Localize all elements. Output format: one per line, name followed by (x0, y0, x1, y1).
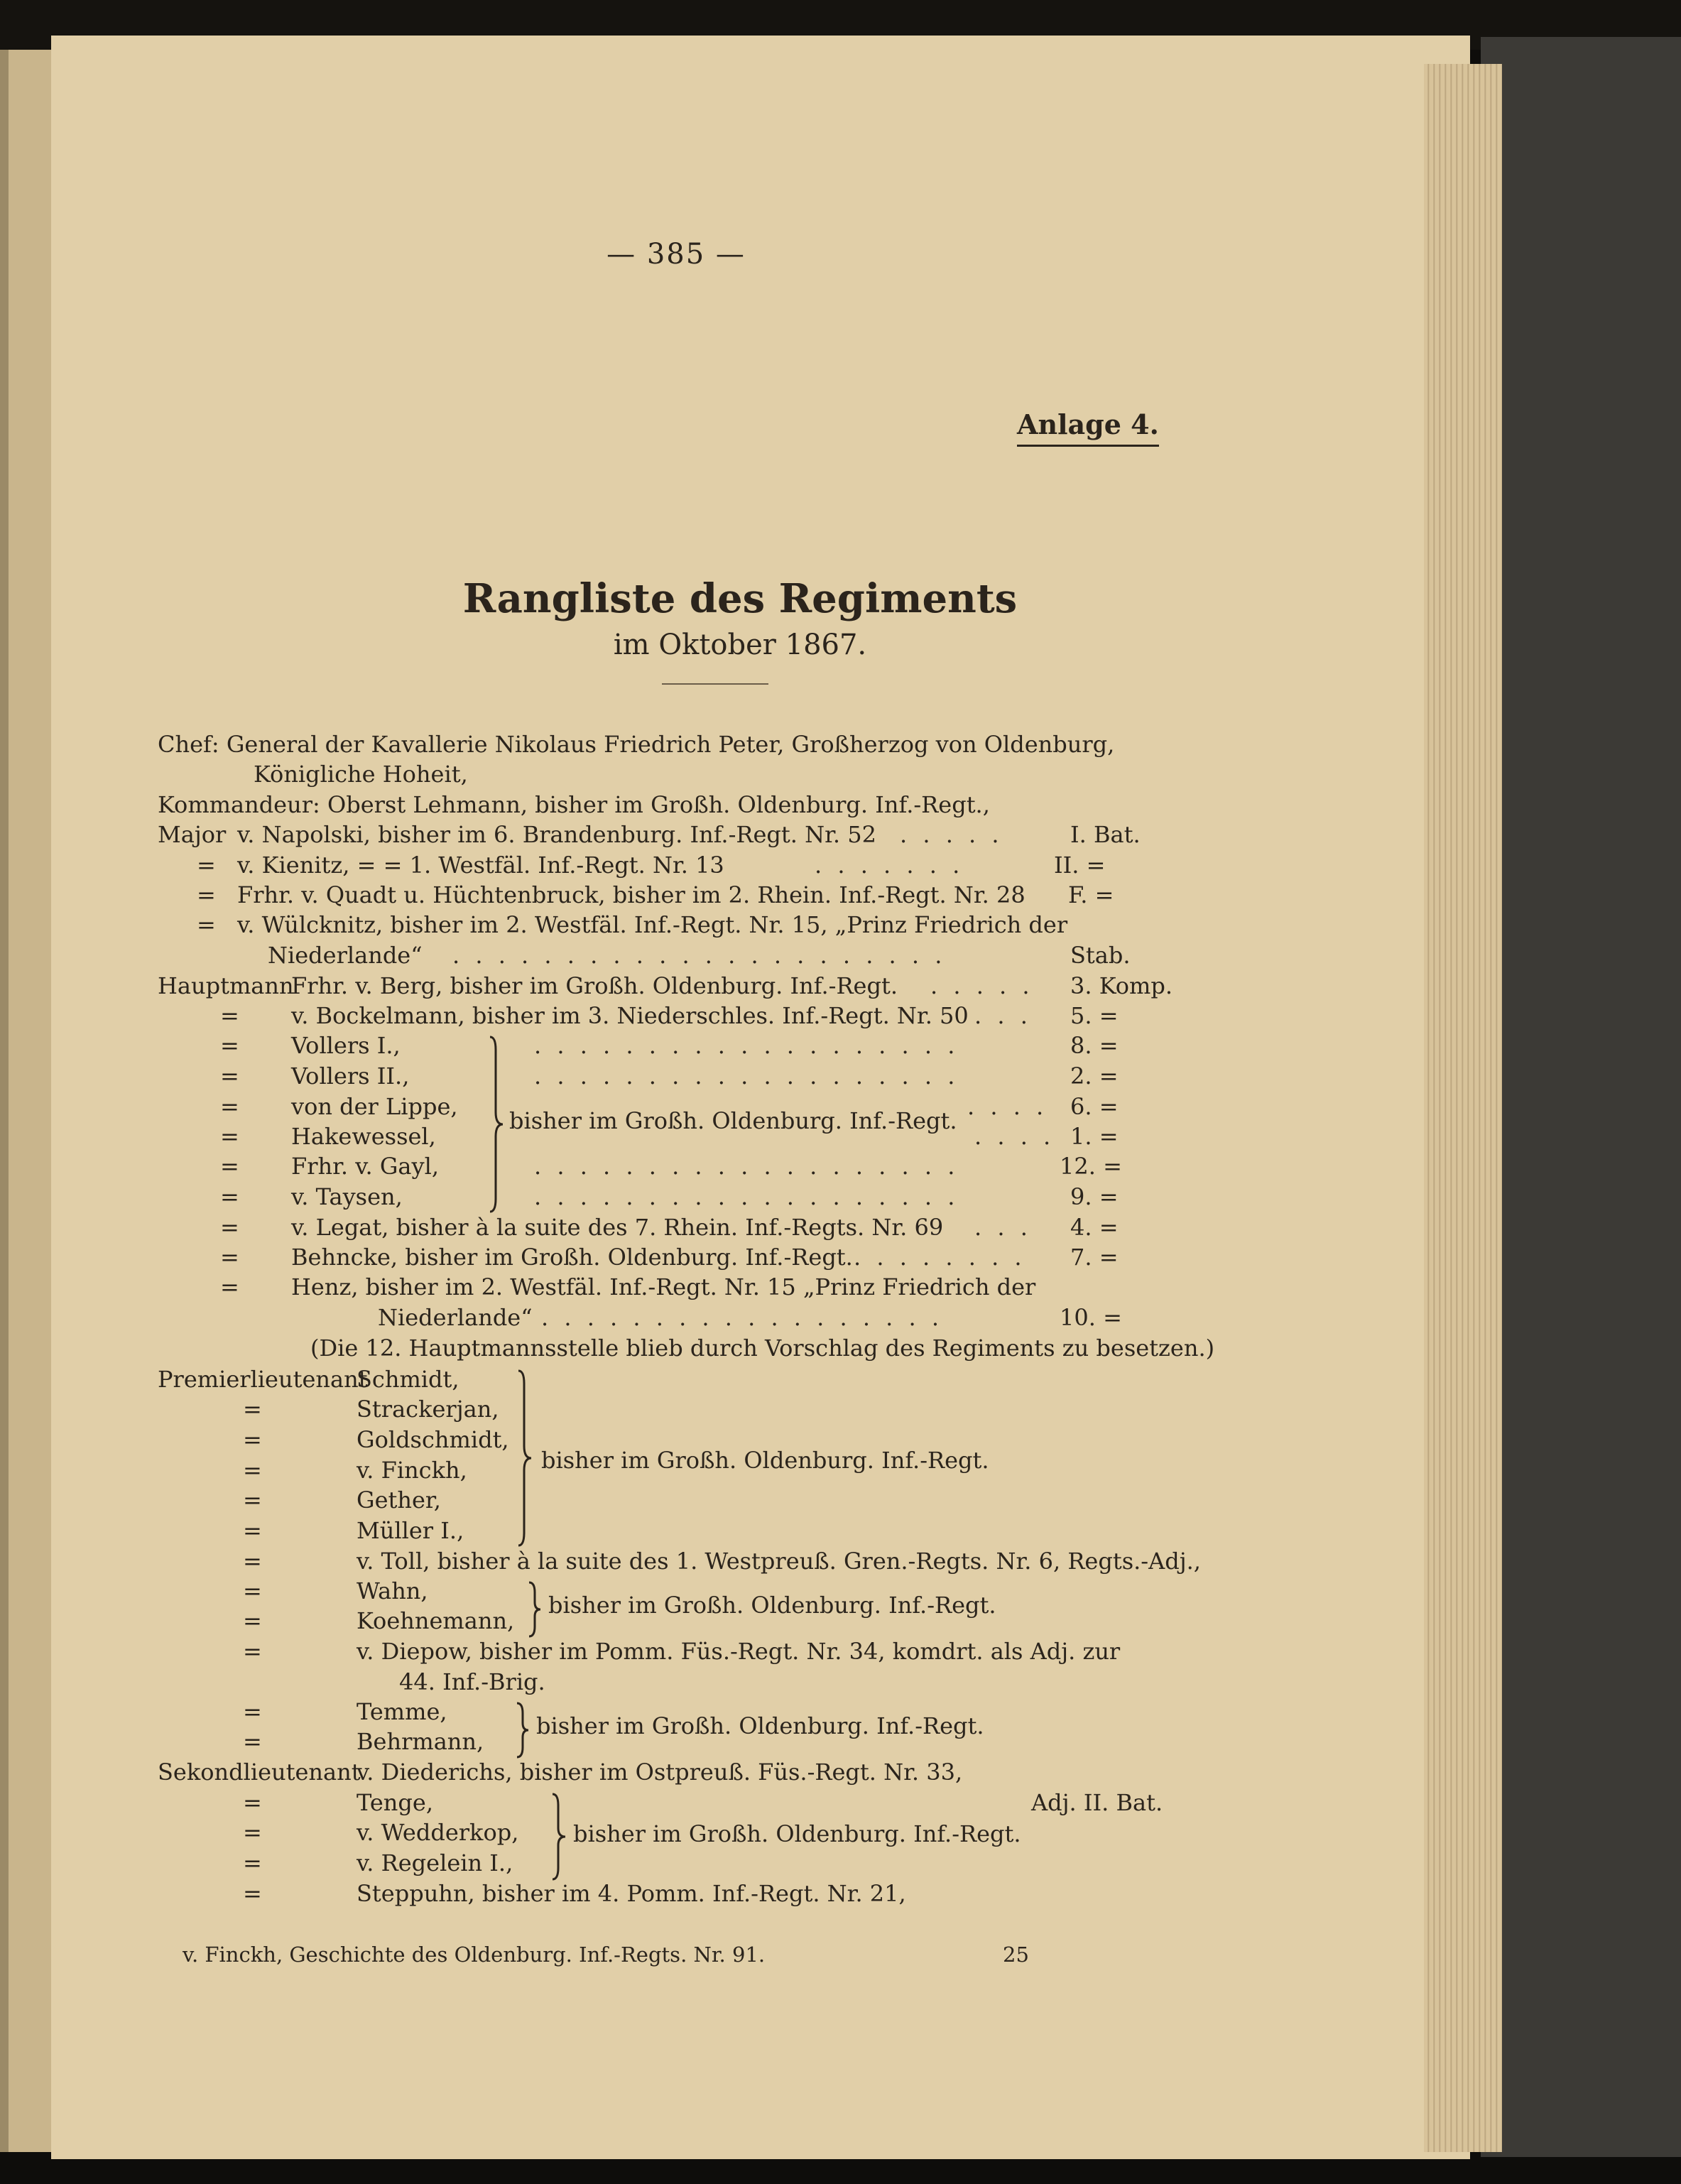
leader-dots: . . . . . (900, 821, 1003, 848)
hauptmann-entry: Frhr. v. Berg, bisher im Großh. Oldenburg. Inf.-Regt. (291, 972, 898, 999)
hauptmann-entry: Vollers II., (291, 1063, 410, 1090)
leader-dots: . . . (974, 1002, 1032, 1029)
page-number: — 385 — (606, 238, 746, 271)
sekond-entry: v. Regelein I., (357, 1849, 513, 1876)
ditto-mark: = (220, 1214, 239, 1241)
chef-line-2: Königliche Hoheit, (254, 761, 468, 788)
hauptmann-entry: v. Bockelmann, bisher im 3. Niederschles. Inf.-Regt. Nr. 50 (291, 1002, 969, 1029)
hauptmann-entry: Henz, bisher im 2. Westfäl. Inf.-Regt. Nr. 15 „Prinz Friedrich der (291, 1273, 1036, 1300)
page-subtitle: im Oktober 1867. (613, 629, 867, 661)
unit-label: II. = (1054, 852, 1106, 879)
hauptmann-entry: Hakewessel, (291, 1123, 436, 1150)
brace-text: bisher im Großh. Oldenburg. Inf.-Regt. (541, 1447, 989, 1474)
ditto-mark: = (243, 1487, 262, 1514)
ditto-mark: = (197, 852, 216, 879)
brace-text: bisher im Großh. Oldenburg. Inf.-Regt. (548, 1592, 996, 1619)
ditto-mark: = (220, 1032, 239, 1059)
unit-label: 2. = (1070, 1063, 1119, 1090)
premier-entry: Goldschmidt, (357, 1426, 509, 1453)
ditto-mark: = (220, 1123, 239, 1150)
premier-entry: Wahn, (357, 1577, 428, 1604)
brace-text: bisher im Großh. Oldenburg. Inf.-Regt. (536, 1712, 984, 1739)
appendix-label: Anlage 4. (1017, 408, 1159, 447)
unit-label: 4. = (1070, 1214, 1119, 1241)
ditto-mark: = (220, 1183, 239, 1210)
book-cover-right (1481, 37, 1681, 2157)
premier-entry: v. Diepow, bisher im Pomm. Füs.-Regt. Nr. 34, komdrt. als Adj. zur (357, 1638, 1121, 1665)
ditto-mark: = (243, 1728, 262, 1755)
leader-dots: . . . . (974, 1123, 1055, 1150)
premier-rank: Premierlieutenant (158, 1366, 368, 1393)
sekond-entry: Tenge, (357, 1789, 433, 1816)
hauptmann-entry: v. Taysen, (291, 1183, 403, 1210)
unit-label: 9. = (1070, 1183, 1119, 1210)
footer-sheet-number: 25 (1003, 1943, 1029, 1967)
unit-label: 7. = (1070, 1244, 1119, 1271)
ditto-mark: = (197, 881, 216, 908)
brace-hauptleute (486, 1036, 507, 1213)
leader-dots: . . . . . . . . . . . . . . . . . . . (534, 1153, 959, 1180)
premier-entry: v. Toll, bisher à la suite des 1. Westpreuß. Gren.-Regts. Nr. 6, Regts.-Adj., (357, 1548, 1201, 1575)
leader-dots: . . . . . . . . . . . . . . . . . . . (534, 1032, 959, 1059)
ditto-mark: = (243, 1577, 262, 1604)
brace-premier-1 (514, 1369, 535, 1547)
ditto-mark: = (220, 1244, 239, 1271)
leader-dots: . . . . . . . . . . . . . . . . . . (541, 1304, 944, 1331)
unit-label: 12. = (1060, 1153, 1122, 1180)
ditto-mark: = (243, 1396, 262, 1423)
ditto-mark: = (220, 1002, 239, 1029)
book-page (51, 36, 1470, 2159)
unit-label: 1. = (1070, 1123, 1119, 1150)
hauptmann-note: (Die 12. Hauptmannsstelle blieb durch Vorschlag des Regiments zu besetzen.) (310, 1335, 1215, 1362)
premier-entry-continued: 44. Inf.-Brig. (399, 1668, 545, 1695)
major-entry-continued: Niederlande“ (268, 942, 423, 969)
sekond-entry: v. Wedderkop, (357, 1819, 519, 1846)
premier-entry: v. Finckh, (357, 1457, 467, 1484)
ditto-mark: = (243, 1548, 262, 1575)
page-content (51, 36, 1470, 2159)
unit-label: Stab. (1070, 942, 1131, 969)
hauptmann-entry: Vollers I., (291, 1032, 401, 1059)
hauptmann-entry: Behncke, bisher im Großh. Oldenburg. Inf.-Regt. (291, 1244, 853, 1271)
footer-citation: v. Finckh, Geschichte des Oldenburg. Inf.-Regts. Nr. 91. (183, 1943, 766, 1967)
leader-dots: . . . (974, 1214, 1032, 1241)
hauptmann-entry: von der Lippe, (291, 1093, 458, 1120)
premier-entry: Müller I., (357, 1517, 464, 1544)
ditto-mark: = (220, 1093, 239, 1120)
premier-entry: Schmidt, (357, 1366, 459, 1393)
leader-dots: . . . . (967, 1093, 1048, 1120)
major-entry: v. Kienitz, = = 1. Westfäl. Inf.-Regt. Nr. 13 (237, 852, 724, 879)
leader-dots: . . . . . . . . . . . . . . . . . . . (534, 1063, 959, 1090)
unit-label: I. Bat. (1070, 821, 1141, 848)
unit-label: Adj. II. Bat. (1031, 1789, 1163, 1816)
title-ornament (662, 683, 768, 685)
leader-dots: . . . . . . . . (854, 1244, 1026, 1271)
brace-premier-2 (525, 1581, 545, 1638)
hauptmann-entry: Frhr. v. Gayl, (291, 1153, 439, 1180)
sekond-rank: Sekondlieutenant (158, 1759, 361, 1786)
ditto-mark: = (243, 1849, 262, 1876)
premier-entry: Behrmann, (357, 1728, 484, 1755)
ditto-mark: = (243, 1457, 262, 1484)
major-entry: Frhr. v. Quadt u. Hüchtenbruck, bisher im 2. Rhein. Inf.-Regt. Nr. 28 (237, 881, 1026, 908)
premier-entry: Temme, (357, 1698, 447, 1725)
premier-entry: Koehnemann, (357, 1607, 515, 1634)
ditto-mark: = (243, 1638, 262, 1665)
ditto-mark: = (243, 1819, 262, 1846)
sekond-entry: v. Diederichs, bisher im Ostpreuß. Füs.-Regt. Nr. 33, (357, 1759, 963, 1786)
hauptmann-rank: Hauptmann (158, 972, 294, 999)
hauptmann-entry: v. Legat, bisher à la suite des 7. Rhein. Inf.-Regts. Nr. 69 (291, 1214, 944, 1241)
brace-text: bisher im Großh. Oldenburg. Inf.-Regt. (573, 1820, 1021, 1847)
unit-label: 3. Komp. (1070, 972, 1173, 999)
premier-entry: Strackerjan, (357, 1396, 499, 1423)
ditto-mark: = (220, 1273, 239, 1300)
premier-entry: Gether, (357, 1487, 441, 1514)
ditto-mark: = (243, 1789, 262, 1816)
ditto-mark: = (220, 1063, 239, 1090)
kommandeur-line: Kommandeur: Oberst Lehmann, bisher im Großh. Oldenburg. Inf.-Regt., (158, 791, 990, 818)
brace-sekond (548, 1793, 570, 1881)
leader-dots: . . . . . . . (815, 852, 964, 879)
major-entry: v. Wülcknitz, bisher im 2. Westfäl. Inf.-Regt. Nr. 15, „Prinz Friedrich der (237, 911, 1068, 938)
unit-label: 5. = (1070, 1002, 1119, 1029)
page-title: Rangliste des Regiments (462, 575, 1018, 622)
ditto-mark: = (243, 1517, 262, 1544)
ditto-mark: = (197, 911, 216, 938)
page-stack-edges (1424, 64, 1502, 2152)
unit-label: 8. = (1070, 1032, 1119, 1059)
left-page-shadow (0, 50, 9, 2152)
leader-dots: . . . . . . . . . . . . . . . . . . . (534, 1183, 959, 1210)
ditto-mark: = (243, 1698, 262, 1725)
ditto-mark: = (243, 1426, 262, 1453)
unit-label: F. = (1068, 881, 1114, 908)
major-entry: v. Napolski, bisher im 6. Brandenburg. Inf.-Regt. Nr. 52 (237, 821, 876, 848)
chef-line-1: Chef: General der Kavallerie Nikolaus Friedrich Peter, Großherzog von Oldenburg, (158, 731, 1115, 758)
hauptmann-entry-continued: Niederlande“ (378, 1304, 533, 1331)
ditto-mark: = (243, 1607, 262, 1634)
brace-premier-3 (513, 1702, 533, 1759)
unit-label: 10. = (1060, 1304, 1122, 1331)
leader-dots: . . . . . (930, 972, 1034, 999)
leader-dots: . . . . . . . . . . . . . . . . . . . . . . (452, 942, 947, 969)
major-rank: Major (158, 821, 227, 848)
ditto-mark: = (220, 1153, 239, 1180)
unit-label: 6. = (1070, 1093, 1119, 1120)
ditto-mark: = (243, 1880, 262, 1907)
brace-text: bisher im Großh. Oldenburg. Inf.-Regt. (509, 1107, 957, 1134)
sekond-entry: Steppuhn, bisher im 4. Pomm. Inf.-Regt. Nr. 21, (357, 1880, 906, 1907)
